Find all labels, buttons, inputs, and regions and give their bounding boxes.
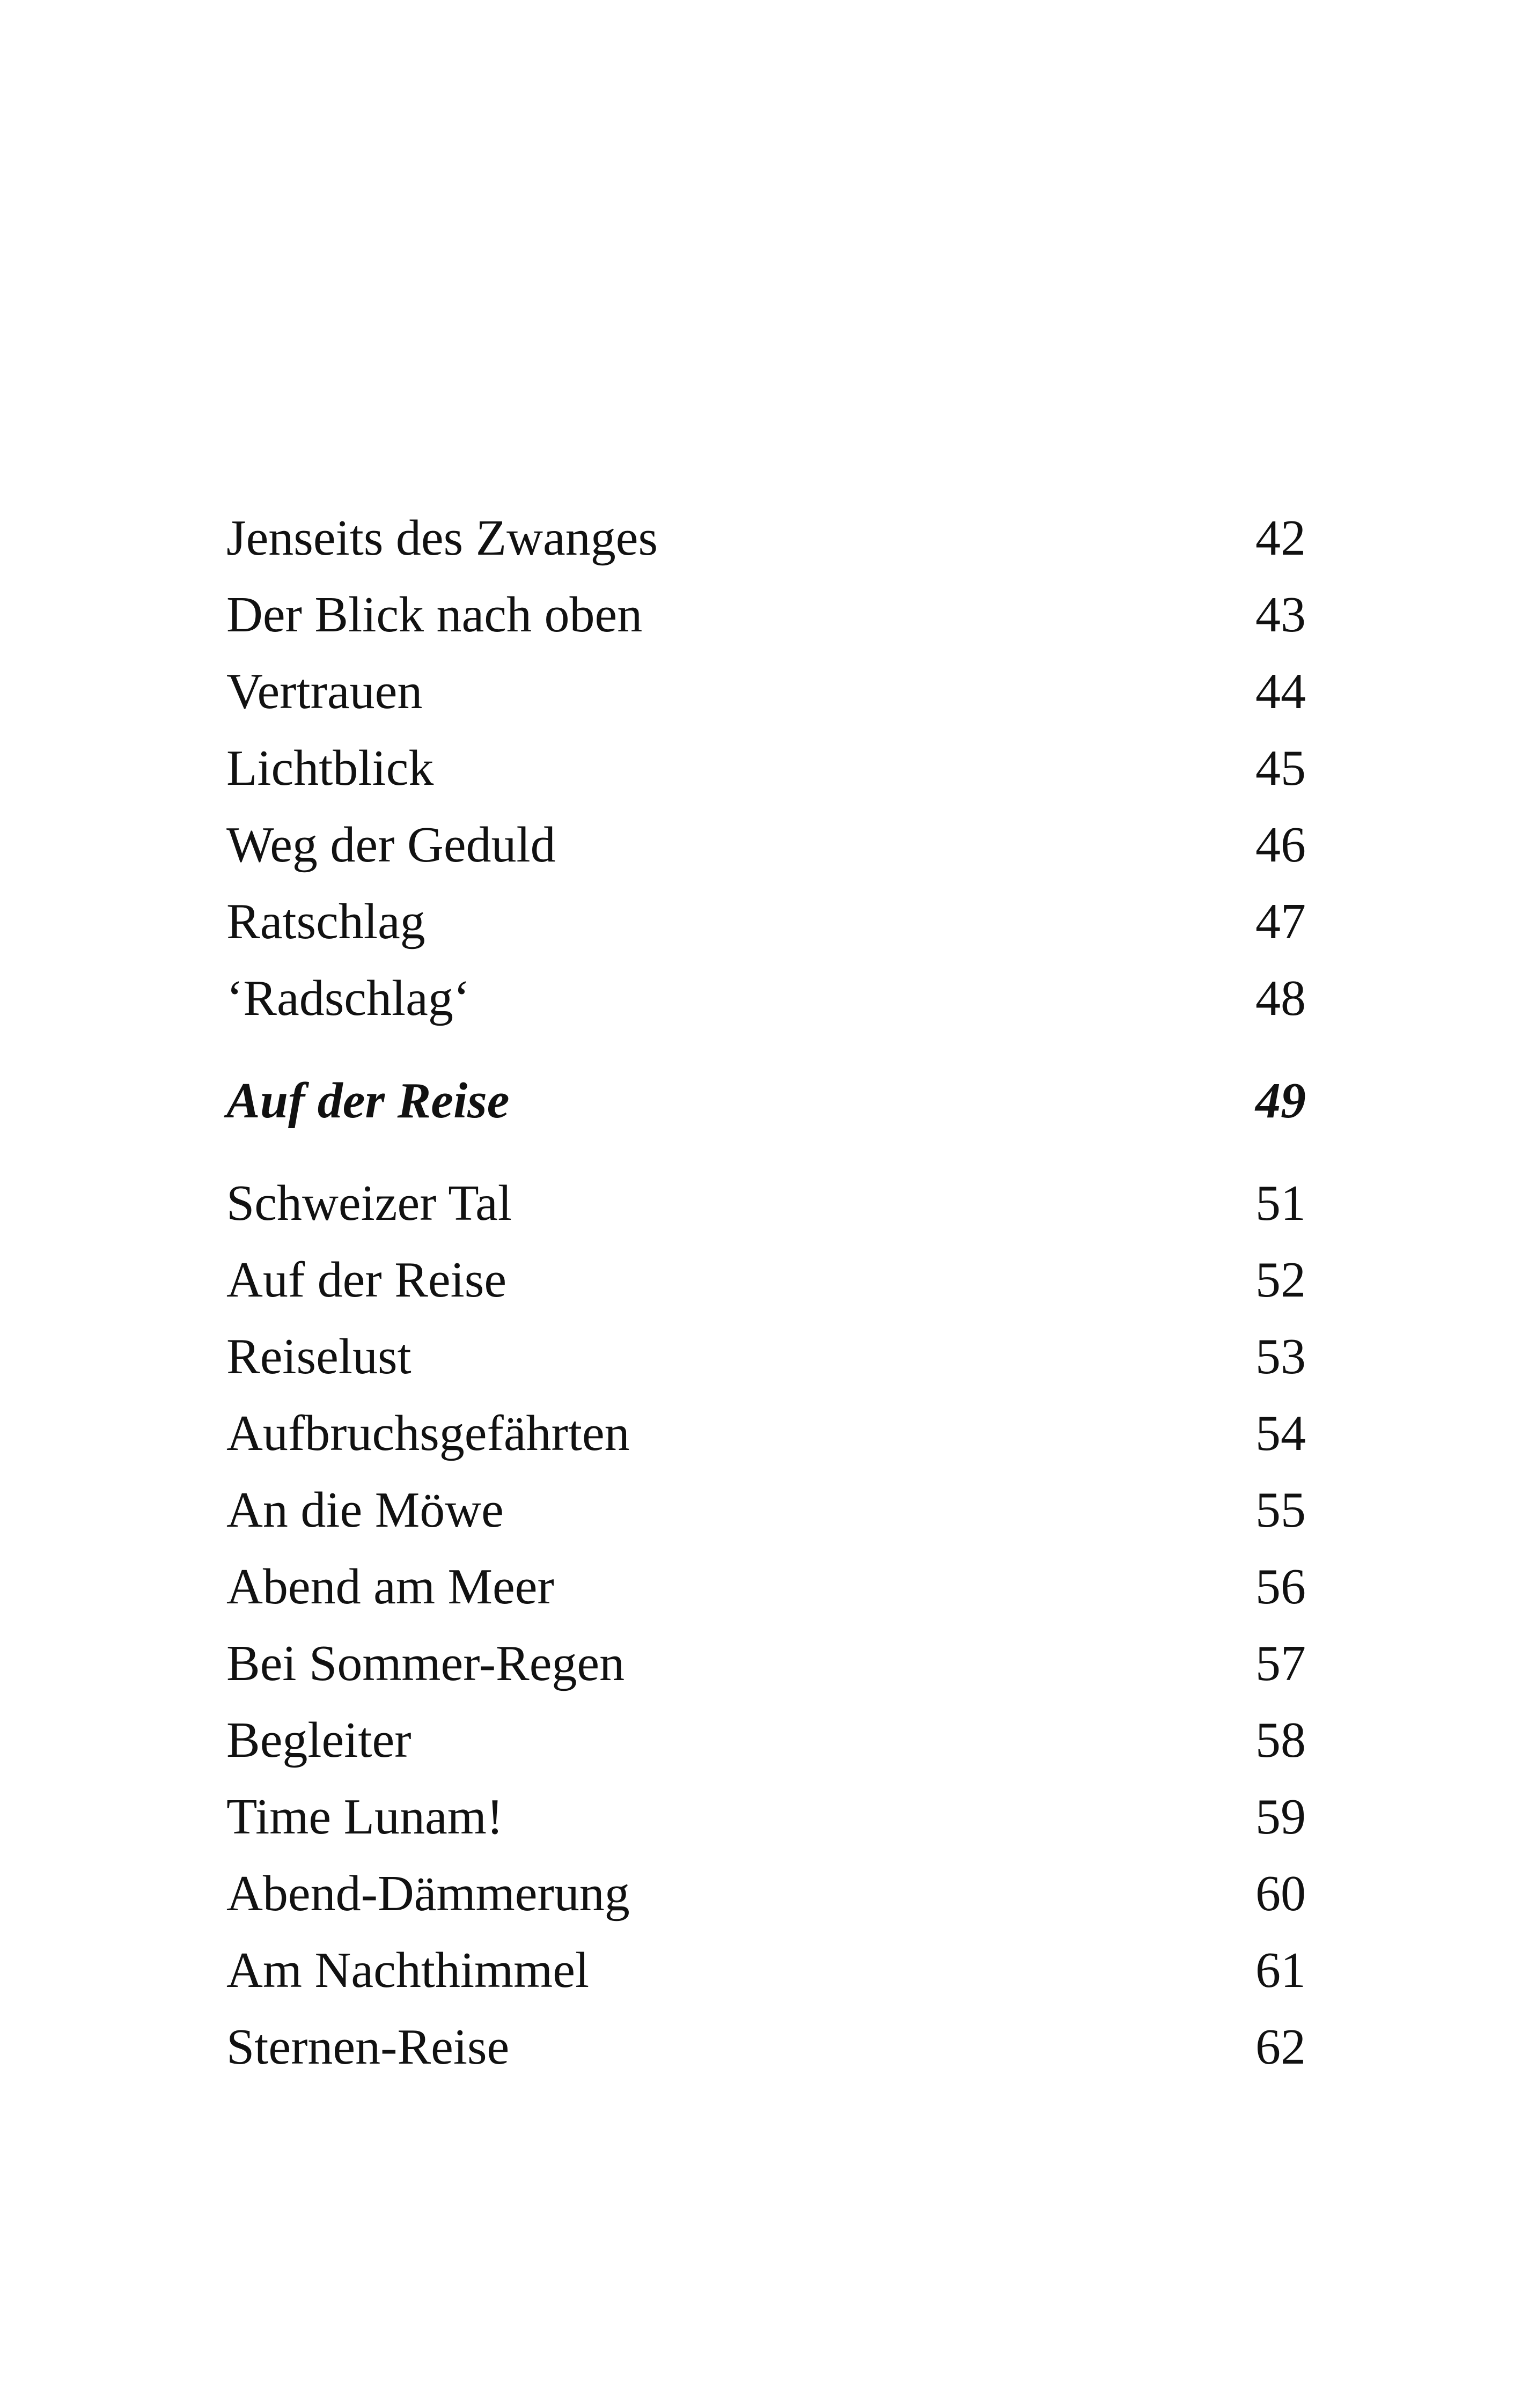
toc-entry <box>226 2009 1306 2086</box>
toc-entry <box>226 653 1306 730</box>
toc-entry-page: 57 <box>1255 1636 1306 1691</box>
toc-entry <box>226 807 1306 883</box>
toc-entry-title: Schweizer Tal <box>226 1175 512 1231</box>
toc-entry-title: Vertrauen <box>226 664 423 719</box>
toc-entry <box>226 1319 1306 1395</box>
toc-entry <box>226 883 1306 960</box>
toc-entry-page: 55 <box>1255 1482 1306 1538</box>
toc-entry-title: Abend-Dämmerung <box>226 1866 630 1921</box>
toc-entry-page: 62 <box>1255 2019 1306 2075</box>
toc-entry-page: 53 <box>1255 1329 1306 1385</box>
toc-entry-title: Sternen-Reise <box>226 2019 510 2075</box>
toc-entry-title: Auf der Reise <box>226 1252 507 1308</box>
toc-entry-title: Begleiter <box>226 1712 412 1768</box>
toc-entry-page: 60 <box>1255 1866 1306 1921</box>
toc-entry-page: 44 <box>1255 664 1306 719</box>
toc-entry-title: Aufbruchsgefährten <box>226 1405 630 1461</box>
toc-section-title: Auf der Reise <box>226 1073 510 1129</box>
toc-entry-page: 45 <box>1255 740 1306 796</box>
toc-entry-title: An die Möwe <box>226 1482 504 1538</box>
toc-entry-title: Time Lunam! <box>226 1789 504 1845</box>
toc-section-page: 49 <box>1255 1073 1306 1129</box>
toc-entry-page: 56 <box>1255 1559 1306 1615</box>
toc-entry-page: 47 <box>1255 894 1306 949</box>
toc-entry-page: 46 <box>1255 817 1306 873</box>
toc-entry <box>226 1855 1306 1932</box>
toc-entry-page: 43 <box>1255 587 1306 643</box>
toc-entry <box>226 1549 1306 1625</box>
toc-entry-page: 52 <box>1255 1252 1306 1308</box>
toc-entry <box>226 1472 1306 1549</box>
toc-entry-title: Abend am Meer <box>226 1559 554 1615</box>
toc-entry <box>226 730 1306 807</box>
toc-entry-title: Jenseits des Zwanges <box>226 510 658 566</box>
toc-entry <box>226 1242 1306 1319</box>
toc-entry-title: Reiselust <box>226 1329 412 1385</box>
toc-entry-page: 61 <box>1255 1942 1306 1998</box>
toc-section-heading <box>226 1063 1306 1139</box>
toc-entry-page: 51 <box>1255 1175 1306 1231</box>
toc-entry <box>226 960 1306 1037</box>
toc-entry <box>226 577 1306 653</box>
toc-entry-title: Am Nachthimmel <box>226 1942 590 1998</box>
toc-entry-title: Bei Sommer-Regen <box>226 1636 625 1691</box>
toc-entry <box>226 1702 1306 1779</box>
toc-entry-page: 48 <box>1255 970 1306 1026</box>
toc-entry-page: 42 <box>1255 510 1306 566</box>
toc-entry <box>226 1625 1306 1702</box>
toc-entry-title: Lichtblick <box>226 740 434 796</box>
toc-entry <box>226 1165 1306 1242</box>
toc-entry-page: 59 <box>1255 1789 1306 1845</box>
toc-entry-title: ‘Radschlag‘ <box>226 970 471 1026</box>
toc-entry <box>226 1395 1306 1472</box>
toc-entry <box>226 1932 1306 2009</box>
toc-entry-title: Ratschlag <box>226 894 425 949</box>
toc-entry-page: 58 <box>1255 1712 1306 1768</box>
toc-entry <box>226 1779 1306 1855</box>
table-of-contents <box>226 500 1306 2086</box>
toc-entry-page: 54 <box>1255 1405 1306 1461</box>
toc-entry <box>226 500 1306 577</box>
toc-entry-title: Weg der Geduld <box>226 817 556 873</box>
toc-entry-title: Der Blick nach oben <box>226 587 643 643</box>
